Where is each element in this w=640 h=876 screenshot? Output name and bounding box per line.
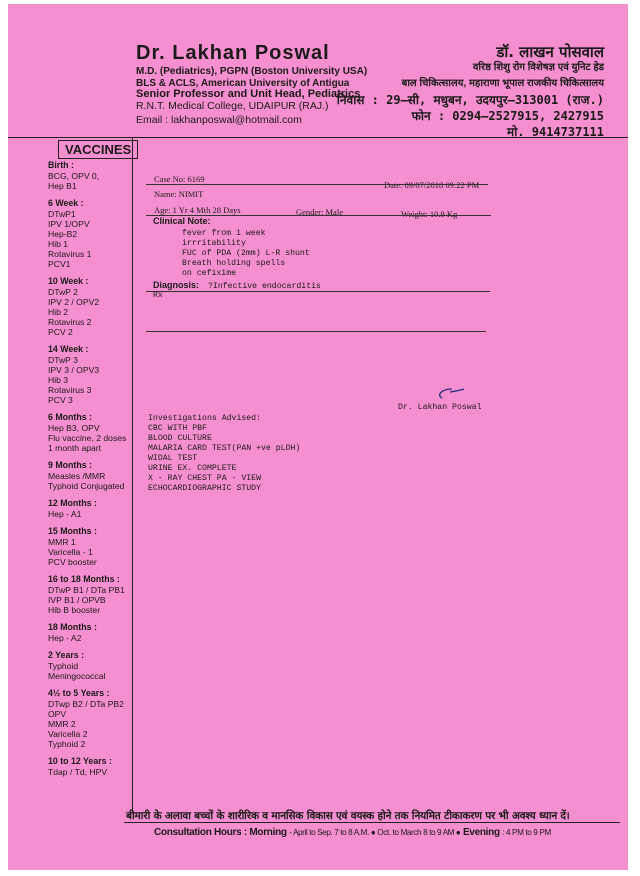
vaccine-item: Typhoid Conjugated [48, 481, 125, 491]
clinical-note-line: Breath holding spells [182, 259, 286, 268]
date: Date: 09/07/2018 09:22 PM [384, 180, 480, 190]
certifications: BLS & ACLS, American University of Antigua [136, 77, 350, 89]
vaccine-schedule [48, 160, 132, 784]
vaccine-item: OPV [48, 709, 67, 719]
clinical-note-heading: Clinical Note: [153, 216, 211, 226]
prescription-sheet [8, 4, 628, 870]
footer-hindi-note: बीमारी के अलावा बच्चों के शारीरिक व मानसिक विकास एवं वयस्क होने तक नियमित टीकाकरण पर भी अवश्य ध्यान दें। [126, 810, 570, 822]
doctor-name: Dr. Lakhan Poswal [136, 42, 330, 64]
vaccine-age: 14 Week : [48, 344, 89, 354]
clinical-notes [182, 229, 310, 279]
hindi-line-2: बाल चिकित्सालय, महाराणा भूपाल राजकीय चिकित्सालय [401, 78, 604, 89]
vaccine-item: Rotavirus 1 [48, 249, 92, 259]
diagnosis-label: Diagnosis: [153, 280, 200, 290]
vaccine-item: BCG, OPV 0, [48, 171, 100, 181]
vaccine-item: Hib 2 [48, 307, 69, 317]
vaccine-group [48, 198, 132, 269]
vaccine-group [48, 622, 132, 643]
vaccine-group [48, 756, 132, 777]
vaccine-age: 6 Week : [48, 198, 84, 208]
vaccine-item: DTwP 2 [48, 287, 78, 297]
rule-rx [146, 331, 486, 332]
rule-diagnosis [146, 291, 490, 292]
vaccine-item: PCV 3 [48, 395, 73, 405]
vaccine-item: Hep - A2 [48, 633, 82, 643]
vaccine-item: Flu vaccine, 2 doses [48, 433, 127, 443]
vaccine-item: Typhoid 2 [48, 739, 86, 749]
doctor-signature-name: Dr. Lakhan Poswal [398, 403, 482, 412]
vaccine-item: MMR 1 [48, 537, 76, 547]
vaccine-group [48, 526, 132, 567]
qualifications: M.D. (Pediatrics), PGPN (Boston University USA) [136, 66, 368, 77]
rule-case [146, 184, 488, 185]
investigations-heading: Investigations Advised: [148, 414, 262, 423]
vaccine-group [48, 688, 132, 749]
vaccine-item: Typhoid [48, 661, 79, 671]
vaccine-age: 6 Months : [48, 412, 92, 422]
column-divider [132, 137, 133, 812]
vaccine-item: Hep-B2 [48, 229, 78, 239]
vaccine-item: IPV 2 / OPV2 [48, 297, 100, 307]
vaccine-item: PCV1 [48, 259, 71, 269]
footer-divider [124, 822, 620, 823]
college: R.N.T. Medical College, UDAIPUR (RAJ.) [136, 99, 329, 112]
vaccine-item: Hep - A1 [48, 509, 82, 519]
vaccine-item: 1 month apart [48, 443, 102, 453]
patient-age: Age: 1 Yr 4 Mth 28 Days [154, 205, 241, 215]
vaccine-group [48, 650, 132, 681]
investigation-item: X - RAY CHEST PA - VIEW [148, 474, 262, 483]
vaccine-item: Tdap / Td, HPV [48, 767, 108, 777]
evening-detail: : 4 PM to 9 PM [502, 828, 551, 837]
vaccine-item: DTwp B2 / DTa PB2 [48, 699, 124, 709]
investigation-item: ECHOCARDIOGRAPHIC STUDY [148, 484, 262, 493]
morning-label: Morning [249, 827, 287, 838]
patient-name: Name: NIMIT [154, 189, 204, 199]
header-divider [8, 137, 628, 138]
evening-label: Evening [462, 827, 500, 838]
vaccine-item: Hib 1 [48, 239, 69, 249]
clinical-note-line: irrritability [182, 239, 246, 248]
vaccine-age: Birth : [48, 160, 74, 170]
vaccine-item: IPV 3 / OPV3 [48, 365, 100, 375]
vaccine-age: 18 Months : [48, 622, 97, 632]
clinical-note-line: fever from 1 week [182, 229, 266, 238]
vaccine-item: Hep B3, OPV [48, 423, 100, 433]
vaccine-group [48, 574, 132, 615]
doctor-details [136, 66, 367, 127]
hindi-line-1: वरिष्ठ शिशु रोग विशेषज्ञ एवं युनिट हेड [472, 62, 604, 73]
vaccine-item: Rotavirus 2 [48, 317, 92, 327]
vaccine-age: 12 Months : [48, 498, 97, 508]
rx-label: Rx [153, 291, 163, 300]
vaccine-group [48, 412, 132, 453]
vaccine-item: Hib 3 [48, 375, 69, 385]
vaccine-group [48, 344, 132, 405]
vaccine-age: 4½ to 5 Years : [48, 688, 110, 698]
vaccine-group [48, 276, 132, 337]
vaccine-item: IPV 1/OPV [48, 219, 90, 229]
vaccine-age: 16 to 18 Months : [48, 574, 120, 584]
doctor-title: Senior Professor and Unit Head, Pediatrics [136, 88, 361, 100]
doctor-name-hindi: डॉ. लाखन पोसवाल [496, 43, 604, 61]
investigation-item: WIDAL TEST [148, 454, 198, 463]
vaccine-group [48, 498, 132, 519]
patient-gender: Gender: Male [296, 207, 343, 217]
vaccine-group [48, 160, 132, 191]
doctor-details-hindi [337, 44, 604, 140]
investigation-item: CBC WITH PBF [148, 424, 207, 433]
hindi-phone: फोन : 0294–2527915, 2427915 [411, 109, 604, 123]
hindi-address: निवास : 29–सी, मधुबन, उदयपुर–313001 (राज.) [336, 93, 604, 107]
vaccine-item: DTwP 3 [48, 355, 78, 365]
clinical-note-line: on cefixime [182, 269, 237, 278]
investigation-item: URINE EX. COMPLETE [148, 464, 237, 473]
vaccine-item: DTwP B1 / DTa PB1 [48, 585, 125, 595]
vaccine-item: Hep B1 [48, 181, 77, 191]
vaccine-group [48, 460, 132, 491]
vaccine-item: Meningococcal [48, 671, 106, 681]
case-number: Case No: 6169 [154, 174, 205, 184]
vaccines-title: VACCINES [58, 140, 138, 159]
investigations [148, 414, 300, 494]
vaccine-item: DTwP1 [48, 209, 76, 219]
consultation-hours [154, 827, 551, 838]
vaccine-item: Rotavirus 3 [48, 385, 92, 395]
investigation-item: MALARIA CARD TEST(PAN +ve pLDH) [148, 444, 301, 453]
vaccine-item: Varicella - 1 [48, 547, 93, 557]
email[interactable]: Email : lakhanposwal@hotmail.com [136, 114, 302, 126]
vaccine-age: 10 to 12 Years : [48, 756, 112, 766]
investigation-item: BLOOD CULTURE [148, 434, 212, 443]
investigations-list [148, 424, 300, 494]
vaccine-item: PCV 2 [48, 327, 73, 337]
vaccine-age: 2 Years : [48, 650, 85, 660]
hindi-mobile: मो. 9414737111 [507, 125, 604, 139]
morning-detail: - April to Sep. 7 to 8 A.M. ● Oct. to March 8 to 9 AM ● [289, 828, 461, 837]
vaccine-age: 10 Week : [48, 276, 89, 286]
diagnosis-value: ?Infective endocarditis [207, 282, 321, 291]
patient-weight: Weight: 10.9 Kg [401, 209, 458, 219]
clinical-note-line: FUC of PDA (2mm) L-R shunt [182, 249, 310, 258]
vaccine-item: Measles /MMR [48, 471, 106, 481]
vaccine-item: IVP B1 / OPVB [48, 595, 106, 605]
vaccine-item: Hib B booster [48, 605, 101, 615]
signature-mark [432, 385, 466, 403]
vaccine-age: 15 Months : [48, 526, 97, 536]
vaccine-item: MMR 2 [48, 719, 76, 729]
vaccine-age: 9 Months : [48, 460, 92, 470]
vaccine-item: PCV booster [48, 557, 97, 567]
consult-label: Consultation Hours : [154, 827, 247, 838]
vaccine-item: Varicella 2 [48, 729, 88, 739]
